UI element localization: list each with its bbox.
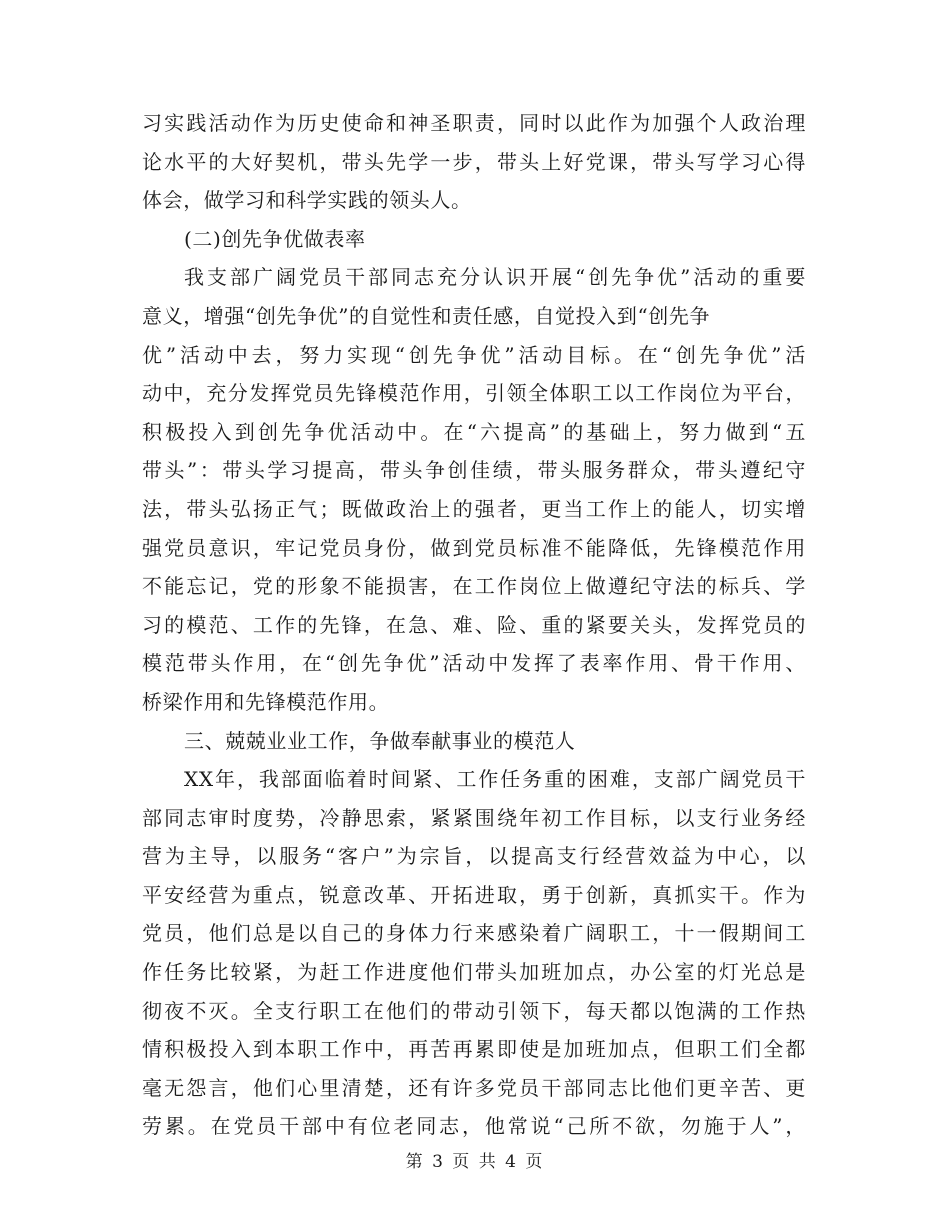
text-line: 情积极投入到本职工作中，再苦再累即使是加班加点，但职工们全都 (142, 1037, 806, 1062)
text-line: 劳累。在党员干部中有位老同志，他常说“己所不欲，勿施于人”， (142, 1114, 806, 1139)
text-line: 部同志审时度势，冷静思索，紧紧围绕年初工作目标，以支行业务经 (142, 805, 806, 830)
text-line: XX年，我部面临着时间紧、工作任务重的困难，支部广阔党员干 (184, 767, 806, 792)
document-body (142, 104, 806, 1146)
text-line: 模范带头作用，在“创先争优”活动中发挥了表率作用、骨干作用、 (142, 651, 806, 676)
text-line: 三、兢兢业业工作，争做奉献事业的模范人 (184, 728, 576, 753)
text-line: 我支部广阔党员干部同志充分认识开展“创先争优”活动的重要 (184, 265, 806, 290)
text-line: 习的模范、工作的先锋，在急、难、险、重的紧要关头，发挥党员的 (142, 612, 806, 637)
text-line: 意义，增强“创先争优”的自觉性和责任感，自觉投入到“创先争 (142, 303, 711, 328)
text-line: 法，带头弘扬正气；既做政治上的强者，更当工作上的能人，切实增 (142, 496, 806, 521)
text-line: 彻夜不灭。全支行职工在他们的带动引领下，每天都以饱满的工作热 (142, 998, 806, 1023)
text-line: 习实践活动作为历史使命和神圣职责，同时以此作为加强个人政治理 (142, 111, 806, 135)
text-line: 论水平的大好契机，带头先学一步，带头上好党课，带头写学习心得 (142, 149, 806, 174)
text-line: 体会，做学习和科学实践的领头人。 (142, 188, 472, 213)
page-number-footer: 第 3 页 共 4 页 (405, 1152, 545, 1172)
text-line: 毫无怨言，他们心里清楚，还有许多党员干部同志比他们更辛苦、更 (142, 1075, 806, 1100)
text-line: 党员，他们总是以自己的身体力行来感染着广阔职工，十一假期间工 (142, 921, 806, 946)
text-line: 优”活动中去，努力实现“创先争优”活动目标。在“创先争优”活 (142, 342, 806, 367)
text-line: 平安经营为重点，锐意改革、开拓进取，勇于创新，真抓实干。作为 (142, 882, 806, 907)
text-line: 不能忘记，党的形象不能损害，在工作岗位上做遵纪守法的标兵、学 (142, 574, 806, 599)
text-line: 作任务比较紧，为赶工作进度他们带头加班加点，办公室的灯光总是 (142, 960, 806, 985)
text-line: 营为主导，以服务“客户”为宗旨，以提高支行经营效益为中心，以 (142, 844, 806, 869)
text-line: (二)创先争优做表率 (184, 226, 366, 251)
text-line: 动中，充分发挥党员先锋模范作用，引领全体职工以工作岗位为平台， (142, 381, 806, 406)
text-line: 带头”：带头学习提高，带头争创佳绩，带头服务群众，带头遵纪守 (142, 458, 806, 483)
text-line: 强党员意识，牢记党员身份，做到党员标准不能降低，先锋模范作用 (142, 535, 806, 560)
text-line: 桥梁作用和先锋模范作用。 (142, 689, 390, 714)
text-line: 积极投入到创先争优活动中。在“六提高”的基础上，努力做到“五 (142, 419, 806, 444)
